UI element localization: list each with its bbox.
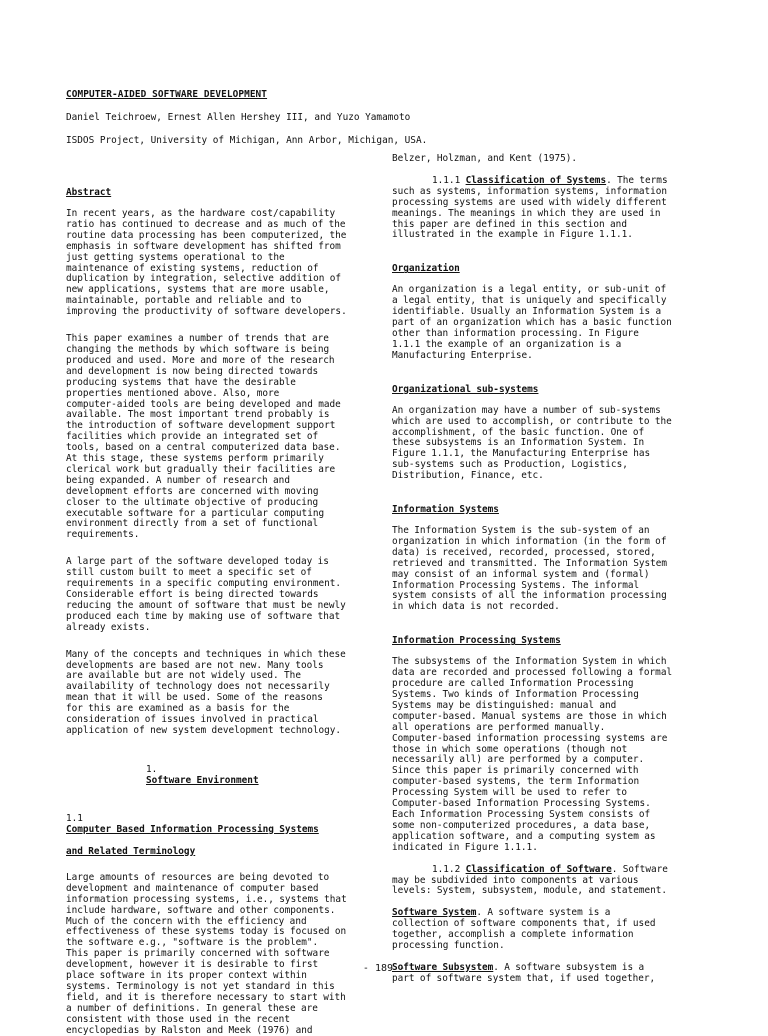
software-system-text-first: . A software system is a bbox=[476, 907, 611, 919]
software-system-paragraph bbox=[392, 908, 697, 952]
abstract-paragraph-4: Many of the concepts and techniques in which these developments are based are not new. Many tools are available but are not widely used. The availability of technology does not necessarily mean that it will be used. Some of the reasons for this are examined as a basis for the consideration of issues involved in practical application of new system development technology. bbox=[66, 648, 346, 736]
paper-title: COMPUTER-AIDED SOFTWARE DEVELOPMENT bbox=[66, 89, 268, 100]
subsection-1-1-heading bbox=[66, 802, 363, 857]
s111-text-rest: such as systems, information systems, information processing systems are used with widely different meanings. The meanings in which they are used in this paper are defined in this section and illustrated in the example in Figure 1.1.1. bbox=[392, 185, 668, 241]
continued-text: Belzer, Holzman, and Kent (1975). bbox=[392, 153, 578, 164]
information-systems-heading-text: Information Systems bbox=[392, 504, 499, 516]
organizational-subsystems-paragraph: An organization may have a number of sub-systems which are used to accomplish, or contribute to the accomplishment, of the basic function. One of these subsystems is an Information System. In Figure 1.1.1, the Manufacturing Enterprise has sub-systems such as Production, Logistics, Distribution, Finance, etc. bbox=[392, 404, 672, 482]
s112-number: 1.1.2 bbox=[432, 863, 461, 875]
section-1-heading bbox=[66, 753, 363, 786]
information-systems-paragraph: The Information System is the sub-system of an organization in which information (in the form of data) is received, recorded, processed, stored, retrieved and transmitted. The Information System may consist of an informal system and (formal) Information Processing Systems. The informal system consists of all the information processing in which data is not recorded. bbox=[392, 525, 668, 613]
paper-affiliation: ISDOS Project, University of Michigan, Ann Arbor, Michigan, USA. bbox=[66, 135, 428, 146]
subsection-1-1-number: 1.1 bbox=[66, 812, 83, 824]
abstract-paragraph-2: This paper examines a number of trends that are changing the methods by which software is being produced and used. More and more of the research and development is now being directed towards producing systems that have the desirable properties mentioned above. Also, more computer-aided tools are being developed and made available. The most important trend probably is the introduction of software development support facilities which provide an integrated set of tools, based on a central computerized data base. At this stage, these systems perform primarily clerical work but gradually their facilities are being expanded. A number of research and development efforts are concerned with moving closer to the ultimate objective of producing executable software for a particular computing environment directly from a set of functional requirements. bbox=[66, 333, 341, 541]
information-systems-heading bbox=[392, 493, 697, 515]
software-system-text-rest: collection of software components that, if used together, accomplish a complete information processing function. bbox=[392, 918, 656, 952]
classification-of-systems-paragraph bbox=[392, 176, 697, 241]
paper-authors: Daniel Teichroew, Ernest Allen Hershey III, and Yuzo Yamamoto bbox=[66, 112, 411, 123]
abstract-paragraph-1: In recent years, as the hardware cost/capability ratio has continued to decrease and as much of the routine data processing has been computerized, the emphasis in software development has shifted from just getting systems operational to the maintenance of existing systems, reduction of duplication by integration, selective addition of new applications, systems that are more usable, maintainable, portable and reliable and to improving the productivity of software developers. bbox=[66, 208, 347, 318]
right-column bbox=[392, 154, 697, 985]
classification-of-software-paragraph bbox=[392, 865, 697, 898]
organizational-subsystems-heading-text: Organizational sub-systems bbox=[392, 383, 539, 395]
subsection-1-1-title-b: and Related Terminology bbox=[66, 845, 196, 857]
subsection-1-1-title-a: Computer Based Information Processing Systems bbox=[66, 823, 319, 835]
abstract-heading bbox=[66, 176, 363, 198]
organization-paragraph: An organization is a legal entity, or sub-unit of a legal entity, that is uniquely and specifically identifiable. Usually an Information System is a part of an organization which has a basic function other than information processing. In Figure 1.1.1 the example of an organization is a Manufacturing Enterprise. bbox=[392, 284, 672, 361]
s112-text-first: . Software bbox=[611, 863, 668, 875]
s111-text-first: . The terms bbox=[606, 174, 668, 186]
s111-title: Classification of Systems bbox=[465, 174, 607, 186]
organization-heading-text: Organization bbox=[392, 263, 460, 275]
information-processing-systems-heading-text: Information Processing Systems bbox=[392, 635, 561, 647]
abstract-heading-text: Abstract bbox=[66, 187, 112, 198]
s112-text-rest: may be subdivided into components at various levels: System, subsystem, module, and statement. bbox=[392, 874, 668, 897]
s111-number: 1.1.1 bbox=[432, 174, 461, 186]
information-processing-systems-heading bbox=[392, 624, 697, 646]
organizational-subsystems-heading bbox=[392, 373, 697, 395]
section-1-1-paragraph: Large amounts of resources are being devoted to development and maintenance of computer based information processing systems, i.e., systems that include hardware, software and other components. Much of the concern with the efficiency and effectiveness of these systems today is focused on the software e.g., "software is the problem". This paper is primarily concerned with software development, however it is desirable to first place software in its proper context within systems. Terminology is not yet standard in this field, and it is therefore necessary to start with a number of definitions. In general these are consistent with those used in the recent encyclopedias by Ralston and Meek (1976) and bbox=[66, 871, 347, 1036]
section-1-number: 1. bbox=[146, 763, 158, 775]
abstract-paragraph-3: A large part of the software developed today is still custom built to meet a specific set of requirements in a specific computing environment. Considerable effort is being directed towards reducing the amount of software that must be newly produced each time by making use of software that already exists. bbox=[66, 556, 346, 633]
software-subsystem-text-first: . A software subsystem is a bbox=[493, 961, 645, 973]
software-subsystem-text-rest: part of software system that, if used together, bbox=[392, 972, 656, 984]
s112-title: Classification of Software bbox=[465, 863, 612, 875]
organization-heading bbox=[392, 252, 697, 274]
software-subsystem-heading: Software Subsystem bbox=[392, 961, 494, 973]
page-number: - 189 - bbox=[362, 963, 406, 974]
information-processing-systems-paragraph: The subsystems of the Information System in which data are recorded and processed following a formal procedure are called Information Processing Systems. Two kinds of Information Processing Systems may be distinguished: manual and computer-based. Manual systems are those in which all operations are performed manually. Computer-based information processing systems are those in which some operations (though not necessarily all) are performed by a computer. Since this paper is primarily concerned with computer-based systems, the term Information Processing System will be used to refer to Computer-based Information Processing Systems. Each Information Processing System consists of some non-computerized procedures, a data base, application software, and a computing system as indicated in Figure 1.1.1. bbox=[392, 656, 673, 853]
left-column bbox=[66, 176, 363, 1036]
software-system-heading: Software System bbox=[392, 907, 477, 919]
section-1-title: Software Environment bbox=[146, 774, 259, 786]
